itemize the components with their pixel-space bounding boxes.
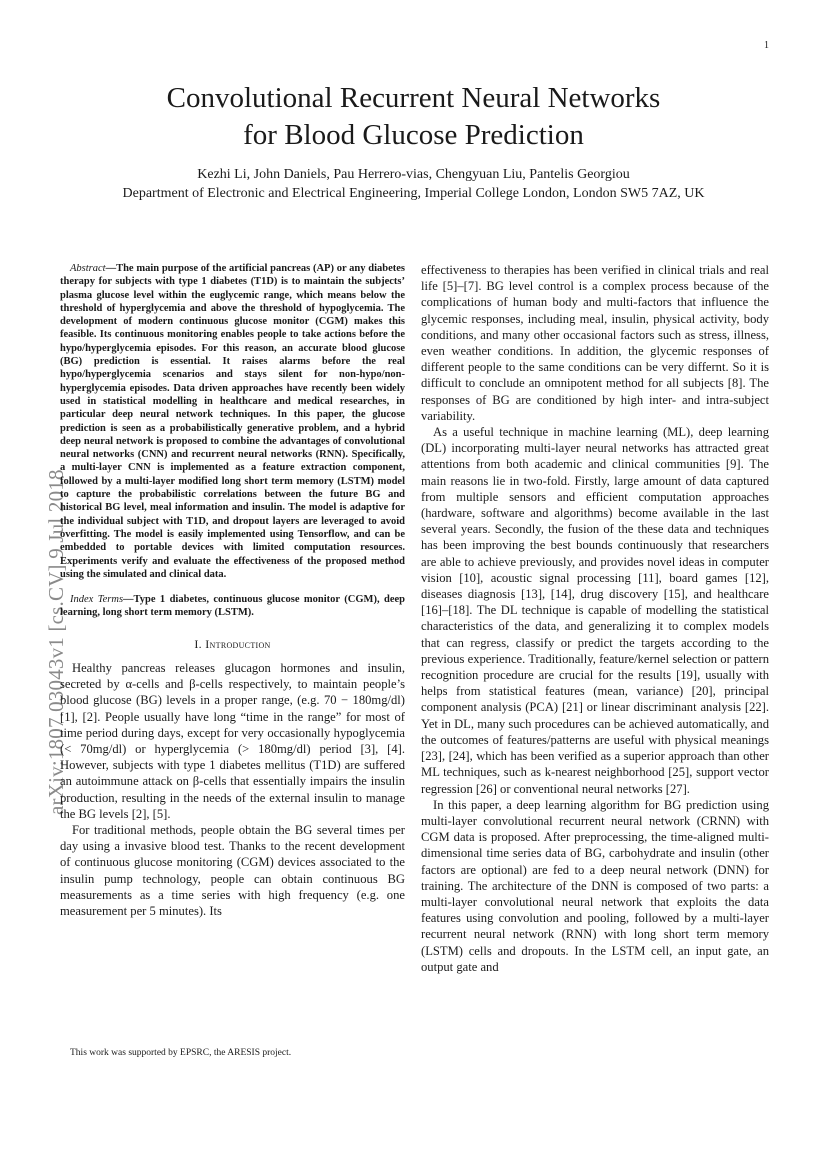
left-paragraph-2: For traditional methods, people obtain the BG several times per day using a invasive blood test. Thanks to the recent development of continuous glucose monitoring (CGM) devices associated to the insulin pump technology, people can obtain continuous BG measurements as a time series with high frequency (e.g. one measurement per 5 minutes). Its <box>60 822 405 918</box>
abstract-label: Abstract <box>70 263 106 274</box>
right-paragraph-3: In this paper, a deep learning algorithm for BG prediction using multi-layer convolutional recurrent neural network (CRNN) with CGM data is proposed. After preprocessing, the time-aligned multi-dimensional time series data of BG, carbohydrate and insulin (other factors are optional) are fed to a deep neural network (DNN) for training. The architecture of the DNN is composed of two parts: a multi-layer convolutional neural network that exploits the data features using convolution and pooling, followed by a multi-layer recurrent neural network (RNN) with long short term memory (LSTM) cells and dropouts. In the LSTM cell, an input gate, an output gate and <box>421 797 769 974</box>
index-terms-label: Index Terms <box>70 594 124 606</box>
index-terms-text: —Type 1 diabetes, continuous glucose monitor (CGM), deep learning, long short term memory (LSTM). <box>60 594 406 619</box>
abstract-text: —The main purpose of the artificial pancreas (AP) or any diabetes therapy for subjects with type 1 diabetes (T1D) is to maintain the subjects’ plasma glucose level within the euglycemic range, which means below the threshold of hyperglycemia and above the threshold of hypoglycemia. The development of modern continuous glucose monitor (CGM) makes this feasible. Its continuous monitoring enables people to take actions before the hypo/hyperglycemia episodes. For this reason, an accurate blood glucose (BG) prediction is essential. It raises alarms before the real hypo/hyperglycemia scenarios and stays silent for non-hypo/non-hyperglycemia episodes. Data driven approaches have recently been widely used in statistical modelling in healthcare and medical researches, in particular deep neural network techniques. In this paper, the glucose prediction is seen as a probabilistically generative problem, and a hybrid deep neural network is proposed to combine the advantages of convolutional neural networks (CNN) and recurrent neural networks (RNN). Specifically, a multi-layer CNN is implemented as a feature extraction component, followed by a multi-layer modified long short term memory (LSTM) model to capture the probabilistic correlations between the future BG and historical BG level, meal information and insulin. The model is adaptive for the individual subject with T1D, and dropout layers are leveraged to avoid overfitting. The model is easily implemented using Tensorflow, and can be embedded to portable devices with limited computation resources. Experiments verify and evaluate the effectiveness of the proposed method using the simulated and clinical data. <box>60 263 405 580</box>
left-paragraph-1: Healthy pancreas releases glucagon hormones and insulin, secreted by α-cells and β-cells respectively, to maintain people’s blood glucose (BG) levels in a proper range, (e.g. 70 − 180mg/dl) [1], [2]. People usually have long “time in the range” for most of time period during days, except for very occasionally hypoglycemia (< 70mg/dl) or hyperglycemia (> 180mg/dl) period [3], [4]. However, subjects with type 1 diabetes mellitus (T1D) are suffered an autoimmune attack on β-cells that essentially impairs the insulin production, resulting in the needs of the external insulin to manage the BG levels [2], [5]. <box>60 660 405 821</box>
funding-footnote: This work was supported by EPSRC, the ARESIS project. <box>70 1048 292 1058</box>
author-affiliation: Department of Electronic and Electrical Engineering, Imperial College London, London SW5 7AZ, UK <box>122 186 705 201</box>
right-paragraph-2: As a useful technique in machine learning (ML), deep learning (DL) incorporating multi-layer neural networks has attracted great attentions from both academic and clinical communities [9]. The main reasons lie in two-fold. Firstly, large amount of data captured from multiple sensors and efficient computation approaches (hardware, software and algorithms) become available in the last several years. Secondly, the fusion of the these data and techniques has been improving the best bounds continuously that researchers are able to achieve previously, and provides novel ideas in computer vision [10], acoustic signal processing [11], board games [12], diseases diagnosis [13], [14], drug discovery [15], and healthcare [16]–[18]. The DL technique is capable of modelling the statistical characteristics of the data, and generalizing it to complex models that can regress, classify or predict the targets according to the previous experience. Traditionally, feature/kernel selection or pattern recognition procedure are crucial for the results [19], usually with helps from statistical features (mean, variance) [20], principal component analysis (PCA) [21] or linear discriminant analysis [22]. Yet in DL, many such procedures can be achieved automatically, and the outcomes of features/patterns are useful with physical meanings [23], [24], which has been verified as a superior approach than other ML techniques, such as k-nearest neighborhood [25], support vector regression [26] or conventional neural networks [27]. <box>421 425 769 796</box>
index-terms <box>60 593 405 620</box>
abstract <box>60 262 405 581</box>
section-heading-introduction: I. Introduction <box>194 636 271 651</box>
right-paragraph-1: effectiveness to therapies has been verified in clinical trials and real life [5]–[7]. BG level control is a complex process because of the complications of human body and multi-factors that influence the glycemic responses, including meal, insulin, physical activity, body conditions, and many other occasional factors such as stress, illness, even weather conditions. In addition, the glycemic responses of different people to the same conditions can be very differnt. So it is difficult to conclude an omnipotent method for all subjects [8]. The responses of BG are conditioned by high inter- and intra-subject variability. <box>421 263 769 423</box>
page-number: 1 <box>764 40 769 51</box>
left-column <box>60 262 405 919</box>
paper-title-line-1: Convolutional Recurrent Neural Networks <box>166 82 661 114</box>
author-names: Kezhi Li, John Daniels, Pau Herrero-vias, Chengyuan Liu, Pantelis Georgiou <box>197 167 630 182</box>
right-column <box>421 262 769 975</box>
paper-title <box>60 80 767 154</box>
arxiv-identifier-text: arXiv:1807.03043v1 [cs.CV] 9 Jul 2018 <box>44 469 68 815</box>
author-block <box>60 165 767 203</box>
paper-title-line-2: for Blood Glucose Prediction <box>243 119 584 151</box>
